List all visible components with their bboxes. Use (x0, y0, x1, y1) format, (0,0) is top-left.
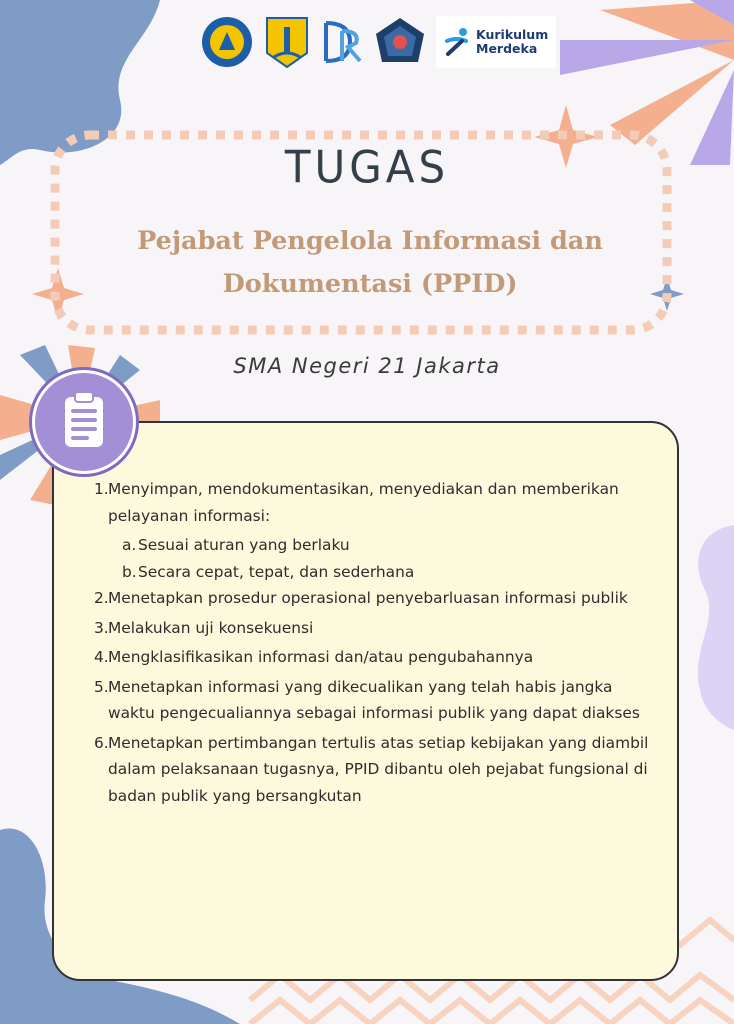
merdeka-label: Merdeka (476, 41, 538, 56)
list-text: Menetapkan prosedur operasional penyebarluasan informasi publik (108, 589, 628, 607)
kurikulum-label: Kurikulum (476, 27, 549, 42)
subtitle-line-1: Pejabat Pengelola Informasi dan (137, 226, 603, 256)
list-text: Menyimpan, mendokumentasikan, menyediakan dan memberikan pelayanan informasi: (108, 480, 619, 525)
page-subtitle (100, 220, 640, 306)
logo-bar (200, 12, 554, 72)
list-text: Melakukan uji konsekuensi (108, 618, 314, 637)
list-number: 1. (94, 480, 109, 498)
list-letter: b. (122, 562, 137, 581)
kurikulum-merdeka-logo (436, 16, 556, 68)
school-name: SMA Negeri 21 Jakarta (233, 354, 501, 378)
clipboard-badge (32, 370, 136, 474)
page-title: TUGAS (284, 141, 450, 194)
blue-blob-top-left (0, 0, 160, 165)
subtitle-line-2: Dokumentasi (PPID) (222, 269, 518, 299)
list-item (94, 674, 654, 727)
dr-logo (320, 15, 364, 69)
clipboard-icon (35, 373, 133, 471)
list-text: Menetapkan pertimbangan tertulis atas setiap kebijakan yang diambil dalam pelaksanaan tugasnya, PPID dibantu oleh pejabat fungsional di badan publik yang bersangkutan (108, 733, 649, 805)
list-text: Mengklasifikasikan informasi dan/atau pengubahannya (108, 648, 534, 666)
list-subitem (108, 559, 654, 586)
school-emblem-logo (374, 15, 426, 69)
task-list (94, 476, 654, 812)
list-subitem (108, 532, 654, 559)
list-number: 5. (94, 677, 109, 696)
kurikulum-merdeka-icon (444, 27, 470, 57)
list-item (94, 585, 654, 612)
list-item (94, 644, 654, 671)
list-item (94, 476, 654, 529)
list-text: Sesuai aturan yang berlaku (138, 536, 350, 554)
list-text: Menetapkan informasi yang dikecualikan yang telah habis jangka waktu pengecualiannya sebagai informasi publik yang dapat diakses (108, 677, 640, 722)
list-item (94, 730, 654, 810)
list-number: 2. (94, 589, 109, 607)
list-item (94, 615, 654, 642)
list-number: 6. (94, 733, 109, 752)
list-number: 4. (94, 648, 109, 666)
list-letter: a. (122, 536, 137, 554)
list-text: Secara cepat, tepat, dan sederhana (138, 562, 415, 581)
list-number: 3. (94, 618, 109, 637)
kemendikbud-logo (200, 15, 254, 69)
jakarta-logo (264, 15, 310, 69)
lavender-blob-right (698, 525, 734, 730)
